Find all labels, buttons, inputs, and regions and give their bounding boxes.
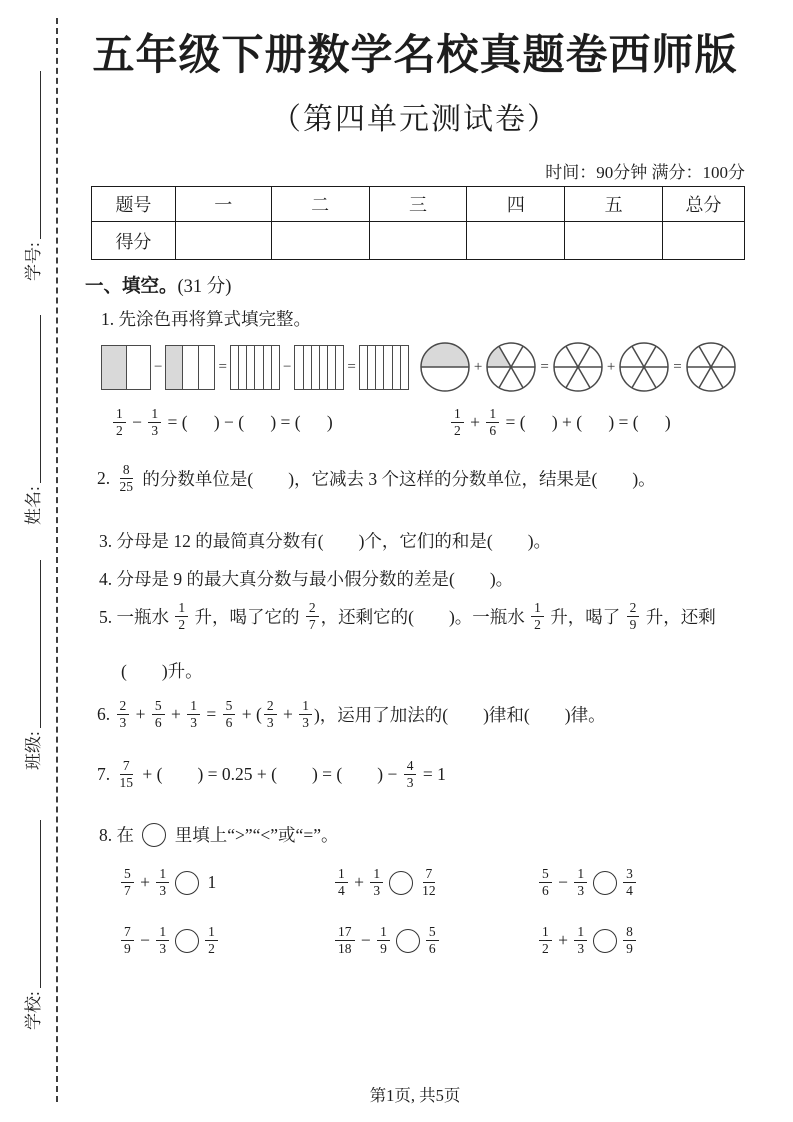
sidebar-field-school bbox=[20, 820, 44, 1030]
eq-text: 升，喝了它的 bbox=[190, 607, 304, 628]
compare-circle bbox=[175, 871, 199, 895]
eq-text: 的分数单位是( )，它减去 3 个这样的分数单位，结果是( )。 bbox=[138, 469, 656, 490]
eq-text: 升，喝了 bbox=[545, 607, 625, 628]
fraction-circle bbox=[419, 341, 471, 393]
score-cell bbox=[175, 222, 271, 260]
q8-item-1 bbox=[119, 866, 216, 899]
fraction-circle bbox=[618, 341, 670, 393]
page-title: 五年级下册数学名校真题卷西师版 bbox=[92, 33, 738, 79]
section-1-title: 一、填空。 bbox=[85, 277, 178, 297]
strip bbox=[254, 346, 262, 389]
strip bbox=[295, 346, 302, 389]
fraction: $\frac{4}{3}$ bbox=[404, 758, 417, 791]
diagram-operator: = bbox=[218, 358, 227, 375]
score-cell bbox=[369, 222, 467, 260]
strip bbox=[198, 346, 214, 389]
strip bbox=[360, 346, 367, 389]
eq-text: = bbox=[202, 704, 221, 725]
q8-item-3 bbox=[537, 866, 638, 899]
sidebar-field-student-id bbox=[20, 71, 44, 281]
fraction: $\frac{1}{2}$ bbox=[451, 406, 464, 439]
q2-line bbox=[97, 462, 656, 495]
fraction-square bbox=[165, 345, 215, 390]
strip bbox=[126, 346, 151, 389]
eq-text: 1 bbox=[203, 872, 217, 893]
eq-text: 里填上“>”“<”或“=”。 bbox=[170, 825, 339, 845]
diagram-operator: = bbox=[673, 358, 682, 375]
eq-text: + bbox=[278, 704, 298, 725]
fraction: $\frac{1}{3}$ bbox=[156, 924, 169, 957]
strip bbox=[271, 346, 279, 389]
fraction: $\frac{1}{2}$ bbox=[531, 600, 544, 633]
fraction: $\frac{1}{3}$ bbox=[370, 866, 383, 899]
q1-text: 1. 先涂色再将算式填完整。 bbox=[101, 309, 311, 329]
section-1-points: (31 分) bbox=[177, 277, 232, 297]
fraction: $\frac{7}{12}$ bbox=[422, 866, 436, 899]
fraction: $\frac{1}{4}$ bbox=[335, 866, 348, 899]
sidebar-field-class bbox=[20, 560, 44, 770]
strip bbox=[263, 346, 271, 389]
sidebar-field-name bbox=[20, 315, 44, 525]
class-blank-line bbox=[40, 560, 41, 728]
exam-meta: 时间：90分钟 满分：100分 bbox=[545, 163, 745, 182]
score-cell bbox=[271, 222, 369, 260]
q1-square-diagrams bbox=[101, 345, 409, 390]
fraction: $\frac{1}{3}$ bbox=[574, 924, 587, 957]
score-header-cell: 题号 bbox=[92, 187, 176, 222]
eq-text: + bbox=[166, 704, 186, 725]
score-header-cell: 五 bbox=[565, 187, 663, 222]
score-header-cell: 二 bbox=[271, 187, 369, 222]
section-1-heading bbox=[85, 272, 231, 298]
fraction: $\frac{1}{3}$ bbox=[299, 698, 312, 731]
fraction: $\frac{1}{2}$ bbox=[539, 924, 552, 957]
q5-line-1 bbox=[99, 600, 716, 633]
binding-dashed-line bbox=[56, 18, 58, 1102]
fraction: $\frac{17}{18}$ bbox=[335, 924, 355, 957]
q7-line bbox=[97, 758, 446, 791]
eq-text: − bbox=[127, 412, 147, 433]
q8-intro-line bbox=[99, 822, 338, 847]
strip bbox=[182, 346, 198, 389]
fraction: $\frac{1}{6}$ bbox=[486, 406, 499, 439]
strip bbox=[246, 346, 254, 389]
fraction: $\frac{1}{9}$ bbox=[377, 924, 390, 957]
q8-item-2 bbox=[333, 866, 441, 899]
eq-text: + bbox=[135, 872, 155, 893]
strip bbox=[375, 346, 383, 389]
page-subtitle: （第四单元测试卷） bbox=[271, 103, 559, 136]
fraction: $\frac{2}{7}$ bbox=[306, 600, 319, 633]
fraction-square bbox=[230, 345, 280, 390]
student-id-blank-line bbox=[40, 71, 41, 239]
shaded-strip bbox=[166, 346, 181, 389]
compare-circle bbox=[396, 929, 420, 953]
name-label: 姓名: bbox=[24, 486, 43, 525]
q8-item-5 bbox=[333, 924, 441, 957]
eq-text: − bbox=[356, 930, 376, 951]
eq-text: )，运用了加法的( )律和( )律。 bbox=[313, 705, 606, 726]
q8-compare-row-1 bbox=[85, 866, 745, 912]
diagram-operator: − bbox=[154, 358, 163, 375]
exam-content bbox=[85, 0, 745, 1122]
fraction: $\frac{1}{3}$ bbox=[187, 698, 200, 731]
eq-text: 升，还剩 bbox=[641, 607, 716, 628]
score-header-cell: 四 bbox=[467, 187, 565, 222]
page-number: 第1页, 共5页 bbox=[369, 1086, 461, 1105]
score-table-score-row bbox=[92, 222, 745, 260]
diagram-operator: = bbox=[540, 358, 549, 375]
score-cell bbox=[467, 222, 565, 260]
compare-circle bbox=[593, 929, 617, 953]
q5-line-2 bbox=[121, 658, 203, 683]
fraction: $\frac{5}{6}$ bbox=[426, 924, 439, 957]
strip bbox=[367, 346, 375, 389]
q1-circle-diagrams bbox=[419, 341, 737, 393]
score-header-cell: 一 bbox=[175, 187, 271, 222]
eq-text: 6. bbox=[97, 704, 115, 725]
fraction-circle bbox=[685, 341, 737, 393]
q8-item-6 bbox=[537, 924, 638, 957]
fraction: $\frac{5}{6}$ bbox=[223, 698, 236, 731]
eq-text: 7. bbox=[97, 764, 115, 785]
fraction-square bbox=[101, 345, 151, 390]
fraction: $\frac{7}{15}$ bbox=[119, 758, 133, 791]
score-header-cell: 三 bbox=[369, 187, 467, 222]
compare-circle bbox=[175, 929, 199, 953]
compare-circle bbox=[593, 871, 617, 895]
fraction: $\frac{1}{2}$ bbox=[113, 406, 126, 439]
q8-item-4 bbox=[119, 924, 220, 957]
fraction: $\frac{1}{3}$ bbox=[148, 406, 161, 439]
eq-text: + bbox=[131, 704, 150, 725]
fraction: $\frac{1}{2}$ bbox=[205, 924, 218, 957]
class-label: 班级: bbox=[24, 731, 43, 770]
q1-diagram-row bbox=[101, 341, 745, 393]
diagram-operator: + bbox=[606, 358, 616, 375]
shaded-strip bbox=[102, 346, 126, 389]
school-blank-line bbox=[40, 820, 41, 988]
q8-compare-row-2 bbox=[85, 924, 745, 970]
eq-text: ，还剩它的( )。一瓶水 bbox=[320, 607, 530, 628]
fraction: $\frac{8}{25}$ bbox=[119, 462, 133, 495]
eq-text: + bbox=[465, 412, 485, 433]
eq-text: + ( bbox=[237, 704, 262, 725]
compare-circle bbox=[389, 871, 413, 895]
fraction: $\frac{8}{9}$ bbox=[623, 924, 636, 957]
q6-line bbox=[97, 698, 606, 731]
score-cell bbox=[565, 222, 663, 260]
eq-text: 5. 一瓶水 bbox=[99, 607, 174, 628]
eq-text: = 1 bbox=[418, 764, 446, 785]
fraction: $\frac{3}{4}$ bbox=[623, 866, 636, 899]
score-table-header-row bbox=[92, 187, 745, 222]
strip bbox=[311, 346, 319, 389]
fraction: $\frac{2}{3}$ bbox=[264, 698, 277, 731]
eq-text: = ( ) − ( ) = ( ) bbox=[163, 412, 333, 433]
fraction: $\frac{5}{6}$ bbox=[539, 866, 552, 899]
diagram-operator: − bbox=[282, 358, 292, 375]
eq-text: − bbox=[553, 872, 573, 893]
q4-line: 4. 分母是 9 的最大真分数与最小假分数的差是( )。 bbox=[99, 569, 514, 589]
strip bbox=[335, 346, 343, 389]
fraction: $\frac{2}{3}$ bbox=[117, 698, 130, 731]
diagram-operator: = bbox=[347, 358, 356, 375]
strip bbox=[303, 346, 311, 389]
fraction: $\frac{5}{7}$ bbox=[121, 866, 134, 899]
strip bbox=[231, 346, 238, 389]
fraction: $\frac{1}{3}$ bbox=[574, 866, 587, 899]
strip bbox=[238, 346, 246, 389]
score-row-label: 得分 bbox=[92, 222, 176, 260]
eq-text: 2. bbox=[97, 468, 115, 489]
fraction: $\frac{1}{3}$ bbox=[156, 866, 169, 899]
fraction-square bbox=[294, 345, 344, 390]
eq-text: = ( ) + ( ) = ( ) bbox=[501, 412, 671, 433]
strip bbox=[383, 346, 391, 389]
fraction-circle bbox=[552, 341, 604, 393]
eq-text: 8. 在 bbox=[99, 825, 139, 845]
strip bbox=[327, 346, 335, 389]
compare-circle bbox=[142, 823, 166, 847]
fraction-square bbox=[359, 345, 409, 390]
strip bbox=[392, 346, 400, 389]
eq-text: + ( ) = 0.25 + ( ) = ( ) − bbox=[138, 764, 402, 785]
score-cell bbox=[663, 222, 745, 260]
q1-equation-left bbox=[111, 406, 333, 439]
fraction: $\frac{1}{2}$ bbox=[175, 600, 188, 633]
q3-line: 3. 分母是 12 的最简真分数有( )个，它们的和是( )。 bbox=[99, 531, 552, 551]
score-header-cell: 总分 bbox=[663, 187, 745, 222]
fraction: $\frac{5}{6}$ bbox=[152, 698, 165, 731]
school-label: 学校: bbox=[24, 991, 43, 1030]
strip bbox=[319, 346, 327, 389]
student-id-label: 学号: bbox=[24, 242, 43, 281]
name-blank-line bbox=[40, 315, 41, 483]
eq-text: + bbox=[349, 872, 369, 893]
diagram-operator: + bbox=[473, 358, 483, 375]
eq-text: + bbox=[553, 930, 573, 951]
eq-text: ( )升。 bbox=[121, 661, 203, 681]
eq-text: − bbox=[135, 930, 155, 951]
fraction-circle bbox=[485, 341, 537, 393]
q1-equation-right bbox=[449, 406, 671, 439]
fraction: $\frac{2}{9}$ bbox=[627, 600, 640, 633]
score-table bbox=[91, 186, 745, 260]
fraction: $\frac{7}{9}$ bbox=[121, 924, 134, 957]
strip bbox=[400, 346, 408, 389]
